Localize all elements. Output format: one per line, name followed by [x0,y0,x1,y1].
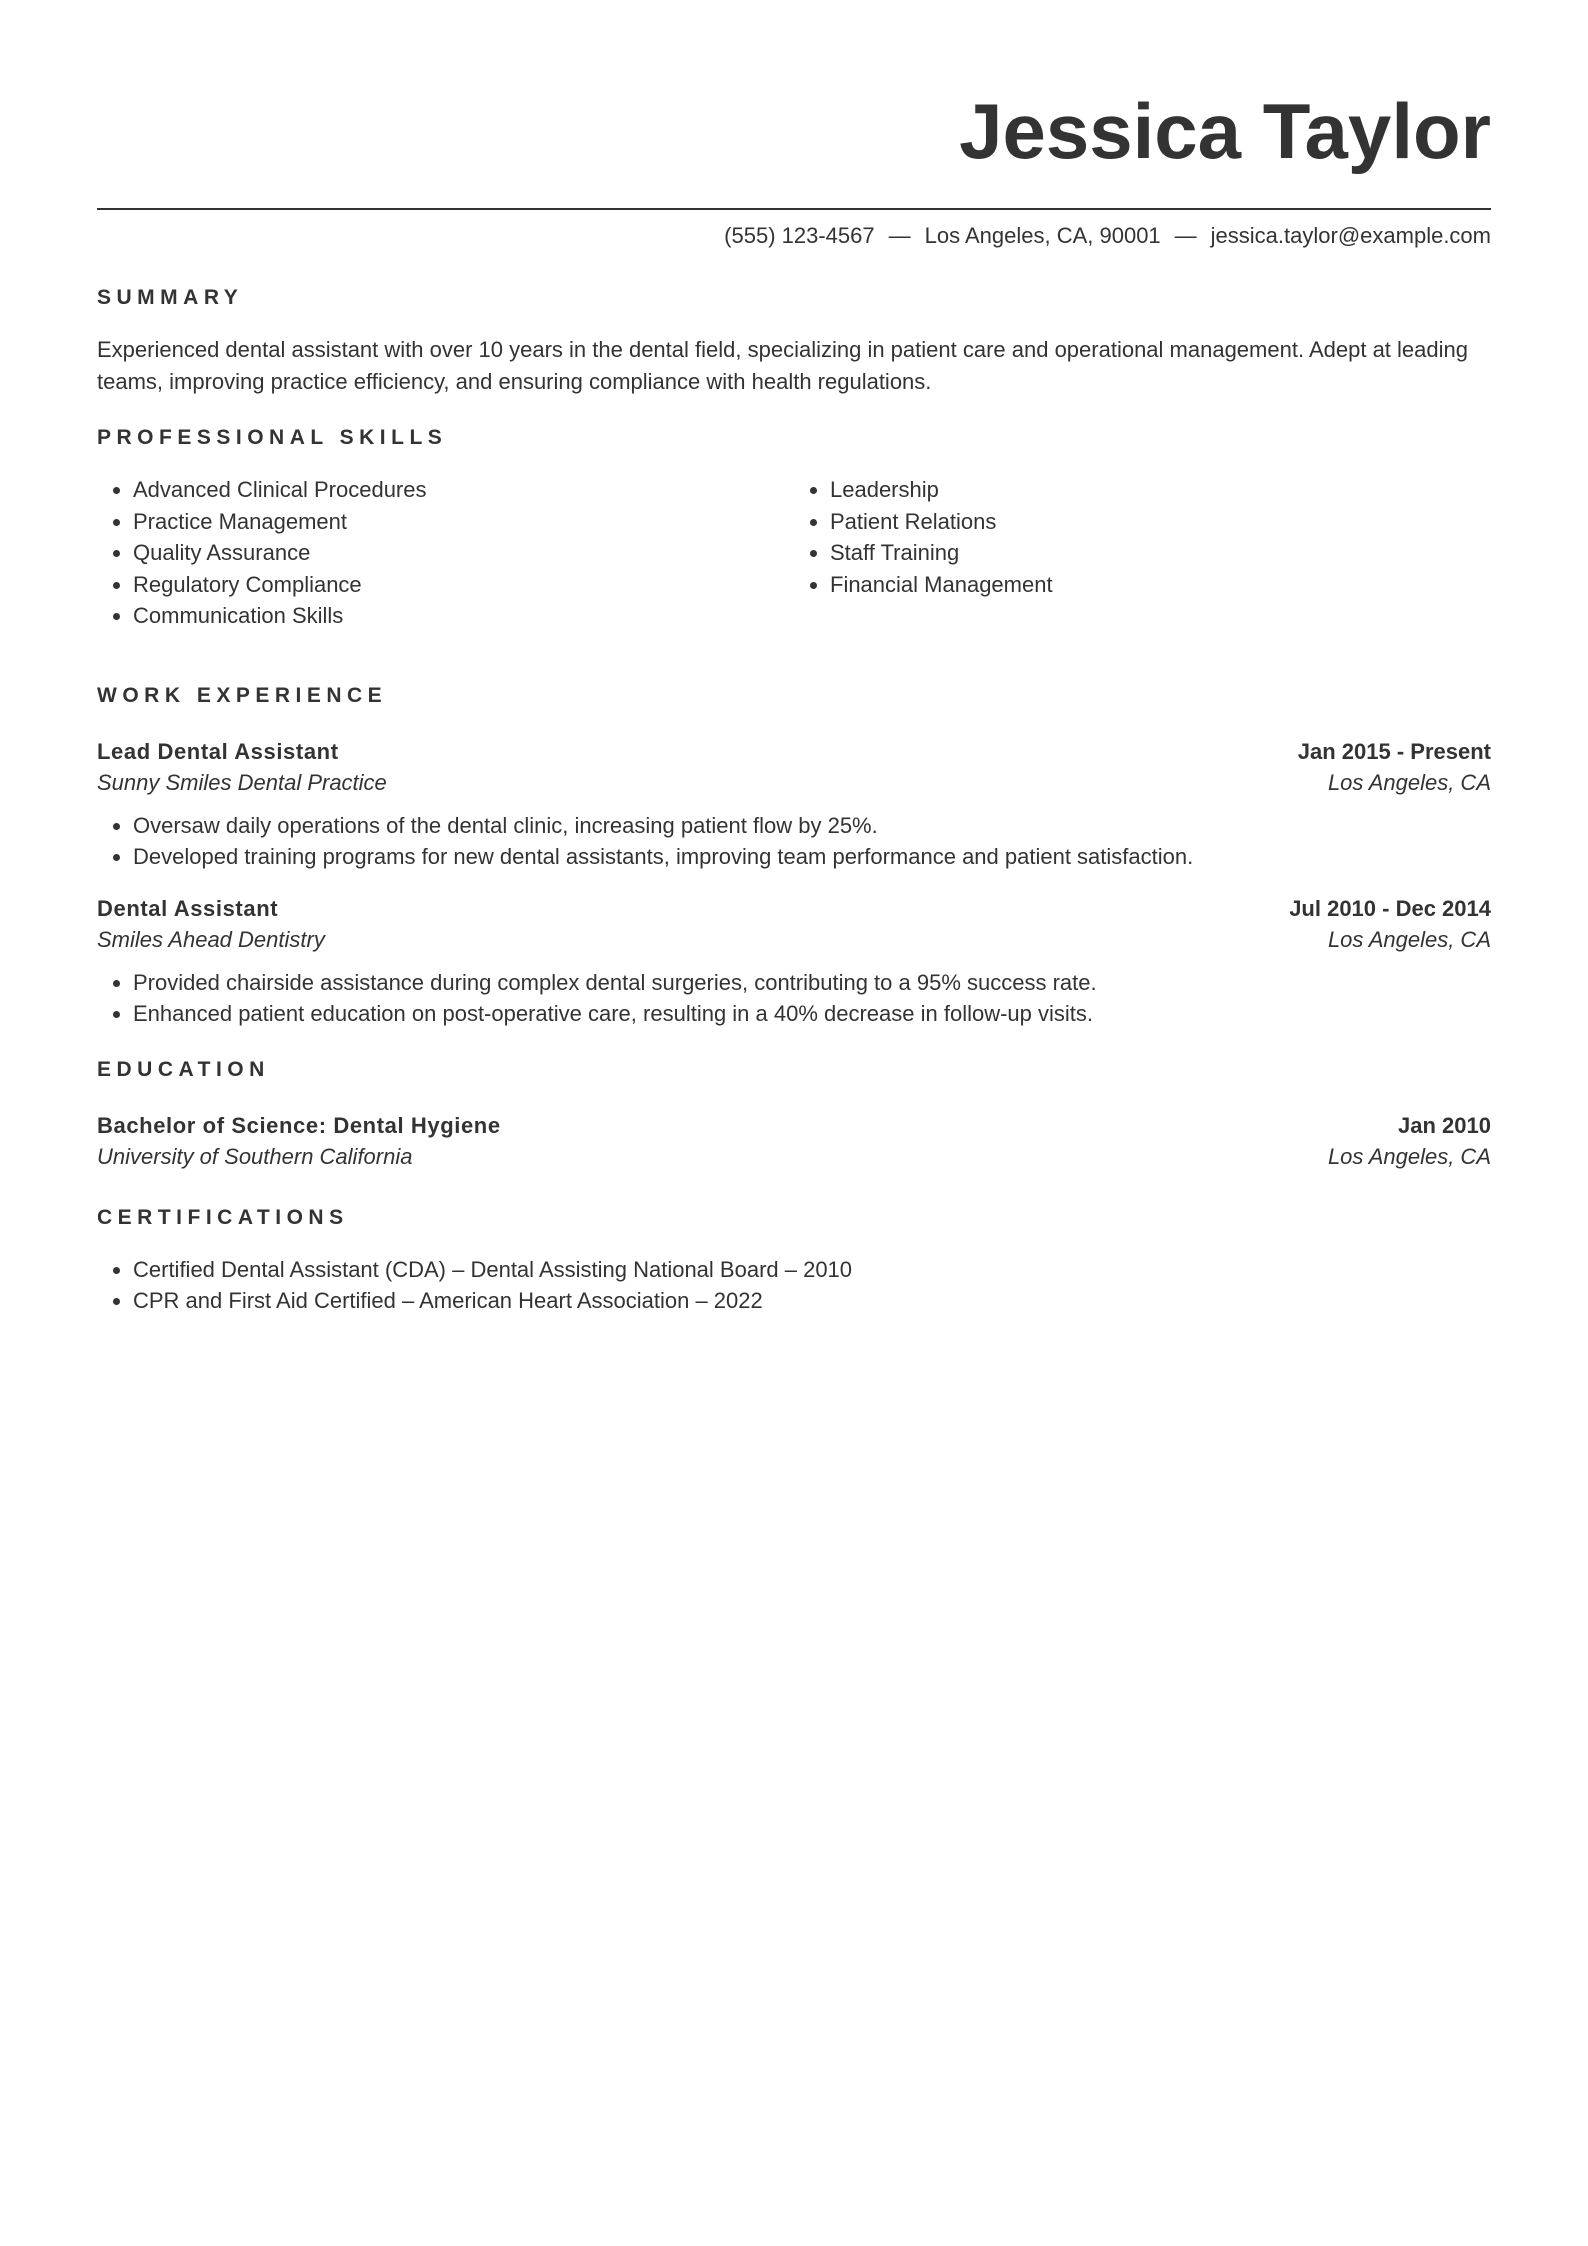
education-subheader [97,1141,1491,1172]
section-title-education: EDUCATION [97,1057,270,1081]
certification-item: • Certified Dental Assistant (CDA) – Dental Assisting National Board – 2010 [133,1254,1491,1286]
contact-line [97,222,1491,250]
skills-column-left [97,474,794,632]
skills-column-right [794,474,1491,632]
skill-item: • Practice Management [133,506,794,538]
education-school: University of Southern California [97,1143,413,1169]
skills-columns [97,474,1491,632]
job-bullet: • Oversaw daily operations of the dental clinic, increasing patient flow by 25%. [133,810,1491,842]
job-header [97,893,1491,924]
skill-item: • Staff Training [830,537,1491,569]
job-bullet: • Developed training programs for new dental assistants, improving team performance and patient satisfaction. [133,841,1491,873]
skill-item: • Quality Assurance [133,537,794,569]
job-role: Dental Assistant [97,895,279,921]
job-company: Sunny Smiles Dental Practice [97,769,387,795]
skill-item: • Leadership [830,474,1491,506]
contact-separator: — [1174,223,1197,248]
summary-text: Experienced dental assistant with over 10 years in the dental field, specializing in patient care and operational management. Adept at leading teams, improving practice efficiency, and ensuring compliance with health regulations. [97,337,1468,394]
section-title-skills: PROFESSIONAL SKILLS [97,426,448,449]
skill-item: • Advanced Clinical Procedures [133,474,794,506]
job-entry [97,893,1491,1030]
skills-list-right [794,474,1491,600]
job-bullet: • Enhanced patient education on post-operative care, resulting in a 40% decrease in follow-up visits. [133,998,1491,1030]
skill-item: • Communication Skills [133,600,794,632]
contact-phone: (555) 123-4567 [724,223,875,248]
skills-list-left [97,474,794,632]
job-bullet: • Provided chairside assistance during complex dental surgeries, contributing to a 95% success rate. [133,967,1491,999]
education-date: Jan 2010 [1398,1112,1491,1138]
education-degree: Bachelor of Science: Dental Hygiene [97,1112,501,1138]
education-entry [97,1110,1491,1172]
job-location: Los Angeles, CA [1327,769,1491,795]
education-section [97,1056,1491,1172]
contact-location: Los Angeles, CA, 90001 [924,223,1161,248]
job-bullets [97,967,1491,1030]
header-divider [97,208,1491,210]
job-dates: Jul 2010 - Dec 2014 [1289,895,1491,921]
contact-email[interactable]: jessica.taylor@example.com [1210,223,1491,248]
job-dates: Jan 2015 - Present [1297,738,1491,764]
education-header [97,1110,1491,1141]
education-location: Los Angeles, CA [1327,1143,1491,1169]
skill-item: • Regulatory Compliance [133,569,794,601]
job-entry [97,736,1491,873]
certifications-list [97,1254,1491,1317]
section-title-certifications: CERTIFICATIONS [97,1205,349,1229]
section-title-work: WORK EXPERIENCE [97,683,388,707]
skill-item: • Patient Relations [830,506,1491,538]
contact-separator: — [888,223,911,248]
job-company: Smiles Ahead Dentistry [97,926,325,952]
job-location: Los Angeles, CA [1327,926,1491,952]
section-title-summary: SUMMARY [97,286,244,309]
job-bullets [97,810,1491,873]
certification-item: • CPR and First Aid Certified – American Heart Association – 2022 [133,1285,1491,1317]
work-experience-section [97,682,1491,1030]
skills-section [97,424,1491,632]
summary-section [97,284,1491,398]
job-header [97,736,1491,767]
job-subheader [97,924,1491,955]
candidate-name: Jessica Taylor [959,87,1491,175]
skill-item: • Financial Management [830,569,1491,601]
job-role: Lead Dental Assistant [97,738,339,764]
certifications-section [97,1204,1491,1317]
job-subheader [97,767,1491,798]
